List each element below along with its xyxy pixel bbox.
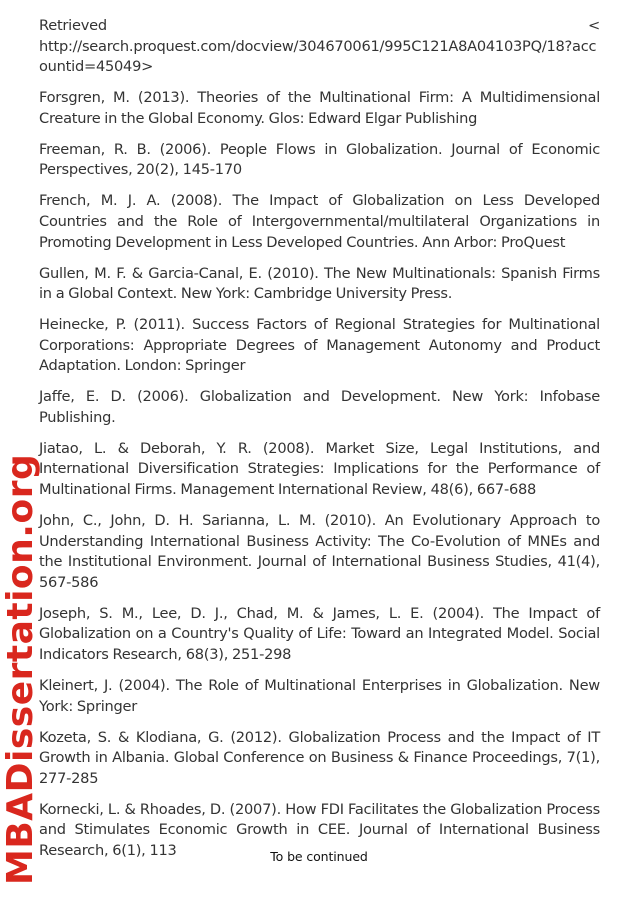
to-be-continued-note: To be continued bbox=[270, 849, 368, 864]
reference-retrieved-entry bbox=[39, 16, 600, 78]
reference-list bbox=[39, 16, 600, 872]
reference-french: French, M. J. A. (2008). The Impact of Globalization on Less Developed Countries and the Role of Intergovernmental/multilateral Organizations in Promoting Development in Less Developed Countries. Ann Arbor: ProQuest bbox=[39, 192, 600, 251]
retrieved-bracket: < bbox=[588, 17, 600, 34]
watermark-logo: MBADissertation.org bbox=[0, 453, 41, 885]
reference-kozeta: Kozeta, S. & Klodiana, G. (2012). Globalization Process and the Impact of IT Growth in Albania. Global Conference on Business & Finance Proceedings, 7(1), 277-285 bbox=[39, 728, 600, 787]
reference-freeman: Freeman, R. B. (2006). People Flows in Globalization. Journal of Economic Perspectives, 20(2), 145-170 bbox=[39, 140, 600, 179]
reference-jiatao: Jiatao, L. & Deborah, Y. R. (2008). Market Size, Legal Institutions, and International Diversification Strategies: Implications for the Performance of Multinational Firms. Management International Review, 48(6), 667-688 bbox=[39, 439, 600, 499]
reference-joseph: Joseph, S. M., Lee, D. J., Chad, M. & James, L. E. (2004). The Impact of Globalization on a Country's Quality of Life: Toward an Integrated Model. Social Indicators Research, 68(3), 251-298 bbox=[39, 604, 600, 663]
retrieved-line bbox=[39, 16, 600, 37]
reference-jaffe: Jaffe, E. D. (2006). Globalization and Development. New York: Infobase Publishing. bbox=[39, 388, 600, 426]
reference-john: John, C., John, D. H. Sarianna, L. M. (2010). An Evolutionary Approach to Understanding International Business Activity: The Co-Evolution of MNEs and the Institutional Environment. Journal of International Business Studies, 41(4), 567-586 bbox=[39, 512, 600, 591]
retrieved-url: http://search.proquest.com/docview/304670061/995C121A8A04103PQ/18?accountid=45049> bbox=[39, 37, 597, 76]
reference-heinecke: Heinecke, P. (2011). Success Factors of Regional Strategies for Multinational Corporations: Appropriate Degrees of Management Autonomy and Product Adaptation. London: Springer bbox=[39, 316, 600, 375]
reference-gullen: Gullen, M. F. & Garcia-Canal, E. (2010). The New Multinationals: Spanish Firms in a Global Context. New York: Cambridge University Press. bbox=[39, 264, 600, 303]
reference-kleinert: Kleinert, J. (2004). The Role of Multinational Enterprises in Globalization. New York: Springer bbox=[39, 676, 600, 715]
reference-forsgren: Forsgren, M. (2013). Theories of the Multinational Firm: A Multidimensional Creature in the Global Economy. Glos: Edward Elgar Publishing bbox=[39, 89, 600, 127]
retrieved-label: Retrieved bbox=[39, 17, 107, 34]
reference-kornecki: Kornecki, L. & Rhoades, D. (2007). How FDI Facilitates the Globalization Process and Stimulates Economic Growth in CEE. Journal of International Business Research, 6(1), 113 bbox=[39, 800, 600, 859]
